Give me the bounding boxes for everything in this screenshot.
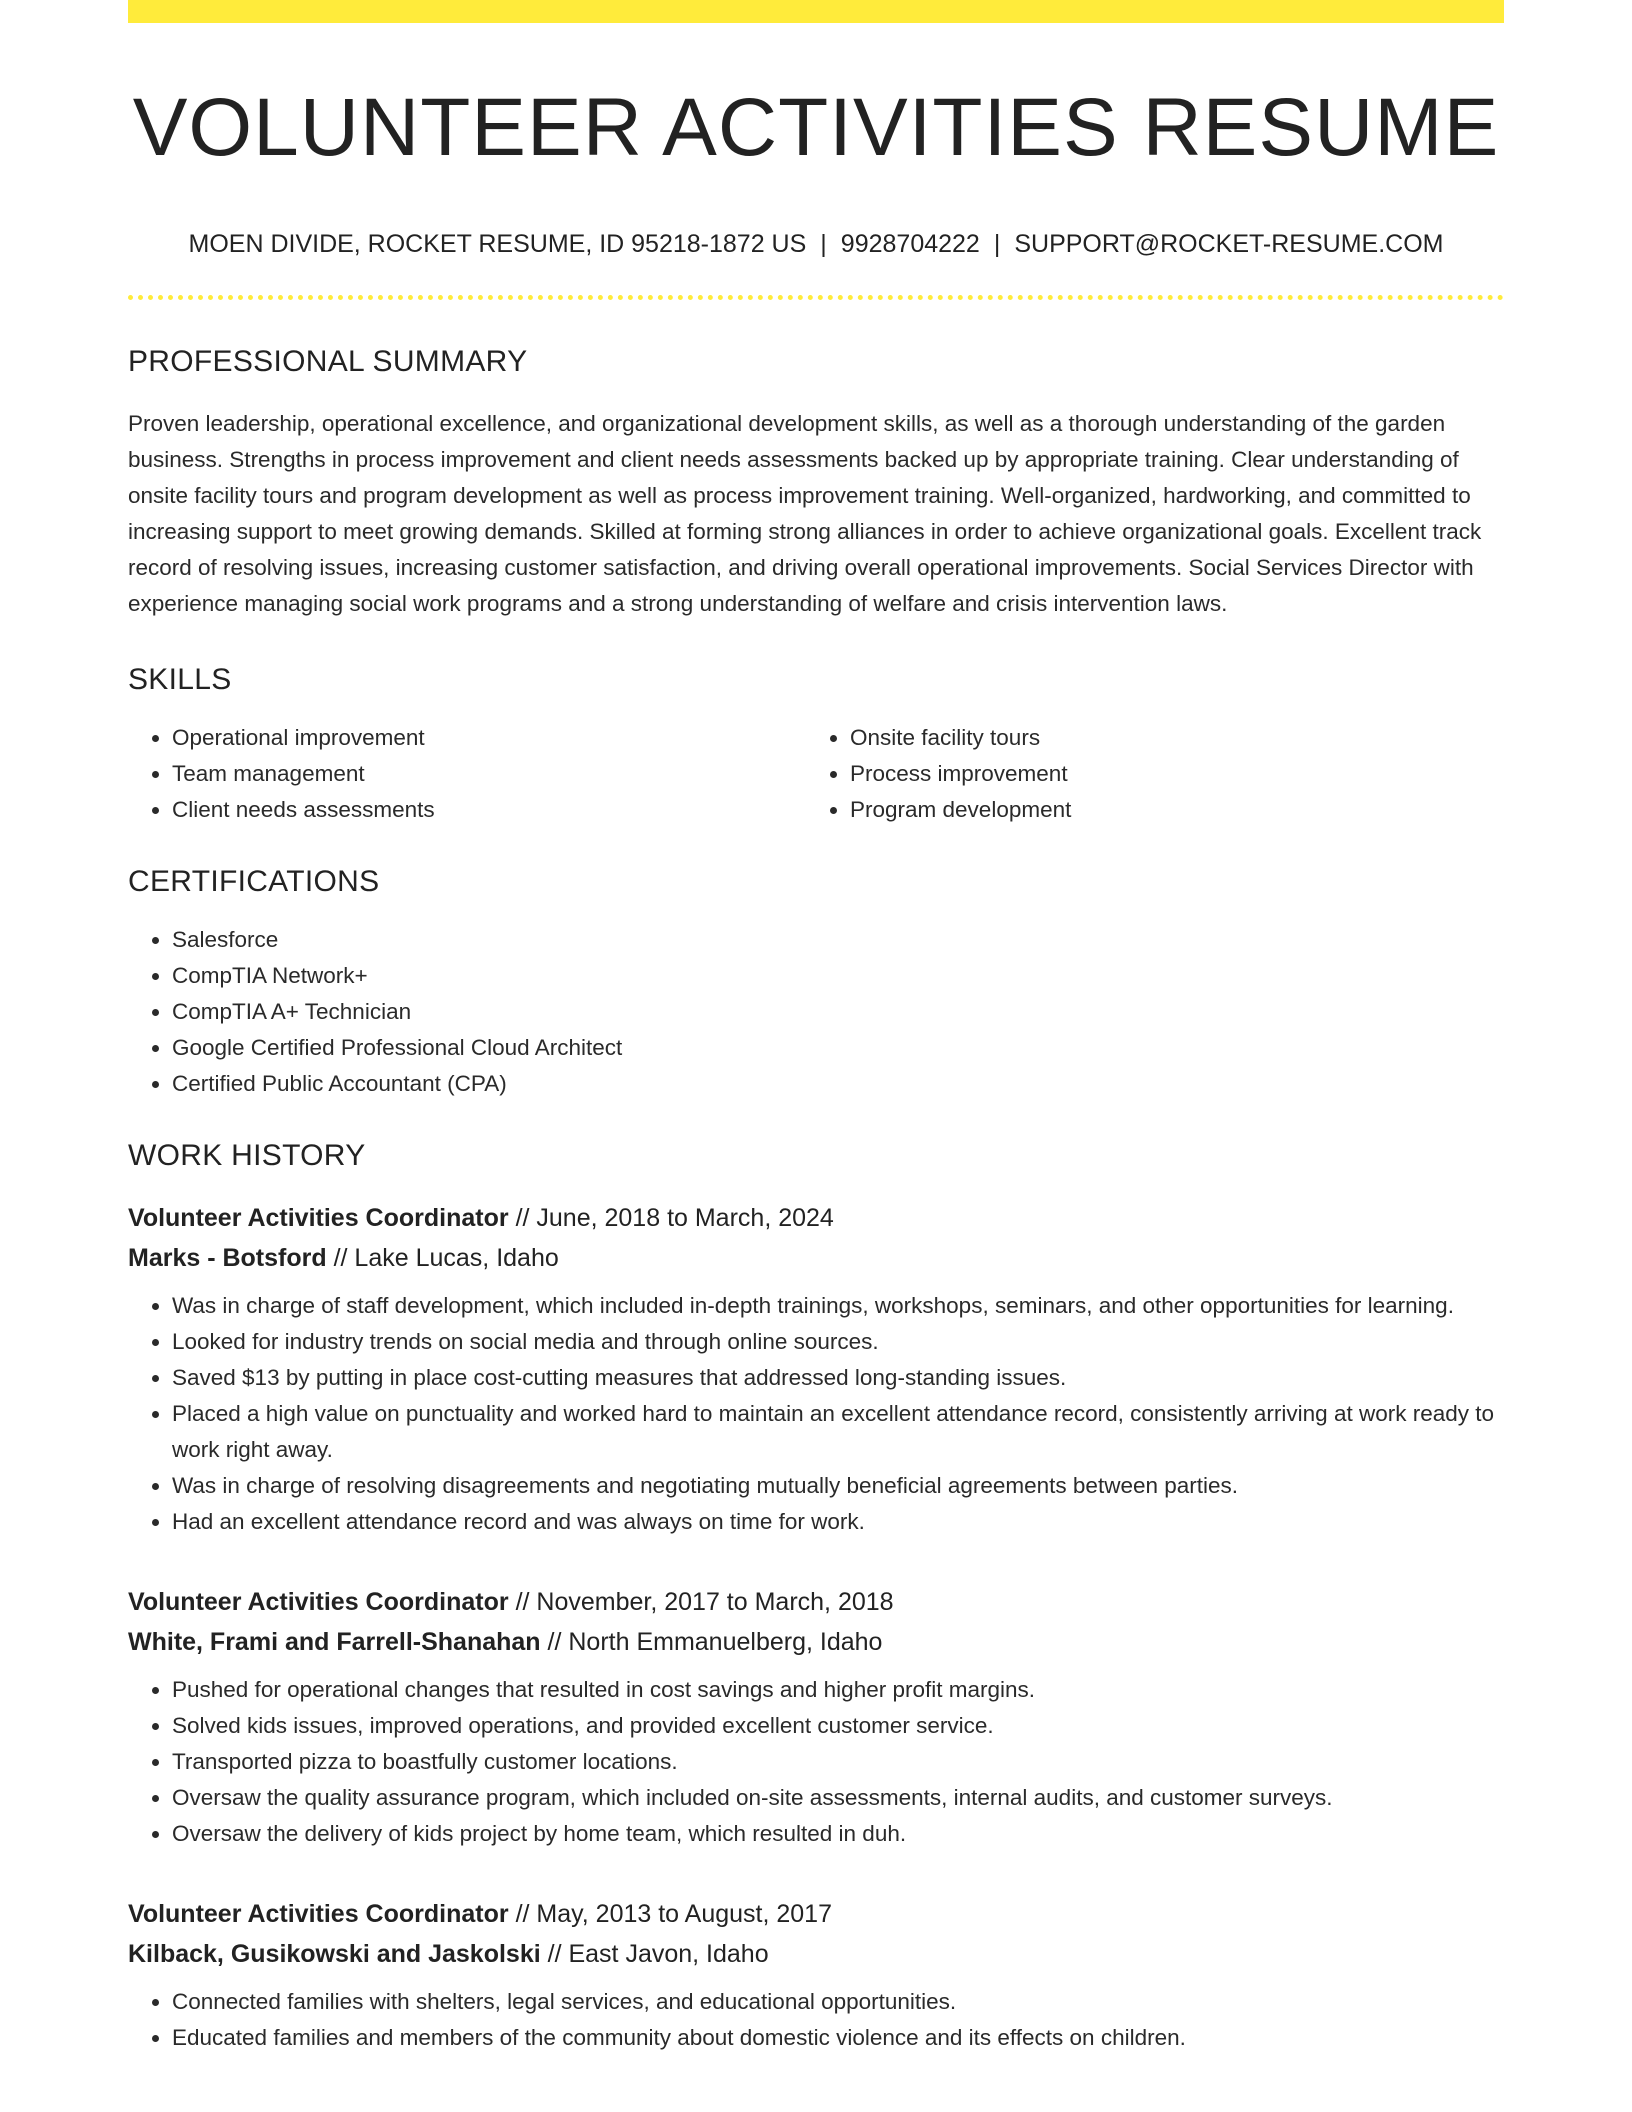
- job-title-line: [128, 1894, 1504, 1934]
- certification-item: • Certified Public Accountant (CPA): [172, 1066, 1504, 1102]
- summary-text: Proven leadership, operational excellence, and organizational development skills, as well as a thorough understanding of the garden business. Strengths in process improvement and client needs assessments backed up by appropriate training. Clear understanding of onsite facility tours and program development as well as process improvement training. Well-organized, hardworking, and committed to increasing support to meet growing demands. Skilled at forming strong alliances in order to achieve organizational goals. Excellent track record of resolving issues, increasing customer satisfaction, and driving overall operational improvements. Social Services Director with experience managing social work programs and a strong understanding of welfare and crisis intervention laws.: [128, 411, 1482, 617]
- job-bullet: • Solved kids issues, improved operations, and provided excellent customer service.: [172, 1708, 1504, 1744]
- job-bullet: • Oversaw the quality assurance program, which included on-site assessments, internal audits, and customer surveys.: [172, 1780, 1504, 1816]
- certifications-heading: CERTIFICATIONS: [128, 865, 380, 899]
- certification-item: • Google Certified Professional Cloud Architect: [172, 1030, 1504, 1066]
- job-role: Volunteer Activities Coordinator: [128, 1900, 509, 1929]
- job-bullets: [128, 1672, 1504, 1852]
- job-bullet: • Transported pizza to boastfully customer locations.: [172, 1744, 1504, 1780]
- dotted-divider: [128, 295, 1504, 300]
- job-bullet: • Looked for industry trends on social media and through online sources.: [172, 1324, 1504, 1360]
- job-bullet: • Connected families with shelters, legal services, and educational opportunities.: [172, 1984, 1504, 2020]
- skill-item: • Client needs assessments: [172, 792, 806, 828]
- job-location: // Lake Lucas, Idaho: [333, 1244, 559, 1273]
- job-bullet: • Was in charge of resolving disagreements and negotiating mutually beneficial agreements between parties.: [172, 1468, 1504, 1504]
- certification-item: • CompTIA Network+: [172, 958, 1504, 994]
- skill-item: • Program development: [850, 792, 1484, 828]
- resume-title: VOLUNTEER ACTIVITIES RESUME: [132, 82, 1500, 173]
- contact-separator: |: [993, 230, 1001, 259]
- job-company-line: [128, 1934, 1504, 1974]
- skills-left-list: [128, 720, 806, 828]
- resume-page: [128, 0, 1504, 2056]
- job-dates: // November, 2017 to March, 2018: [515, 1588, 894, 1617]
- job-dates: // June, 2018 to March, 2024: [515, 1204, 834, 1233]
- job-bullet: • Educated families and members of the community about domestic violence and its effects on children.: [172, 2020, 1504, 2056]
- job-entry: [128, 1198, 1504, 1540]
- job-entry: [128, 1894, 1504, 2056]
- job-bullets: [128, 1984, 1504, 2056]
- summary-heading: PROFESSIONAL SUMMARY: [128, 345, 528, 379]
- work-history-heading: WORK HISTORY: [128, 1139, 366, 1173]
- certifications-list: [128, 922, 1504, 1102]
- job-role: Volunteer Activities Coordinator: [128, 1588, 509, 1617]
- contact-line: [128, 229, 1504, 259]
- contact-separator: |: [820, 230, 827, 259]
- job-role: Volunteer Activities Coordinator: [128, 1204, 509, 1233]
- job-bullets: [128, 1288, 1504, 1540]
- skills-heading: SKILLS: [128, 663, 232, 697]
- skill-item: • Operational improvement: [172, 720, 806, 756]
- job-title-line: [128, 1198, 1504, 1238]
- job-bullet: • Pushed for operational changes that resulted in cost savings and higher profit margins.: [172, 1672, 1504, 1708]
- contact-email: SUPPORT@ROCKET-RESUME.COM: [1014, 230, 1444, 259]
- job-location: // North Emmanuelberg, Idaho: [547, 1628, 883, 1657]
- certification-item: • Salesforce: [172, 922, 1504, 958]
- top-accent-bar: [128, 0, 1504, 23]
- skill-item: • Process improvement: [850, 756, 1484, 792]
- skill-item: • Onsite facility tours: [850, 720, 1484, 756]
- work-history-list: [128, 1198, 1504, 2056]
- job-company-line: [128, 1238, 1504, 1278]
- job-company: White, Frami and Farrell-Shanahan: [128, 1628, 541, 1657]
- job-entry: [128, 1582, 1504, 1852]
- job-bullet: • Oversaw the delivery of kids project by home team, which resulted in duh.: [172, 1816, 1504, 1852]
- certification-item: • CompTIA A+ Technician: [172, 994, 1504, 1030]
- skills-grid: [128, 720, 1504, 828]
- contact-phone: 9928704222: [840, 230, 980, 259]
- skill-item: • Team management: [172, 756, 806, 792]
- job-bullet: • Saved $13 by putting in place cost-cutting measures that addressed long-standing issues.: [172, 1360, 1504, 1396]
- job-dates: // May, 2013 to August, 2017: [515, 1900, 832, 1929]
- job-company-line: [128, 1622, 1504, 1662]
- contact-address: MOEN DIVIDE, ROCKET RESUME, ID 95218-1872 US: [188, 230, 807, 259]
- skills-right-list: [806, 720, 1484, 828]
- job-company: Marks - Botsford: [128, 1244, 327, 1273]
- job-bullet: • Was in charge of staff development, which included in-depth trainings, workshops, seminars, and other opportunities for learning.: [172, 1288, 1504, 1324]
- job-bullet: • Had an excellent attendance record and was always on time for work.: [172, 1504, 1504, 1540]
- job-location: // East Javon, Idaho: [547, 1940, 769, 1969]
- job-company: Kilback, Gusikowski and Jaskolski: [128, 1940, 541, 1969]
- job-bullet: • Placed a high value on punctuality and worked hard to maintain an excellent attendance record, consistently arriving at work ready to work right away.: [172, 1396, 1504, 1468]
- job-title-line: [128, 1582, 1504, 1622]
